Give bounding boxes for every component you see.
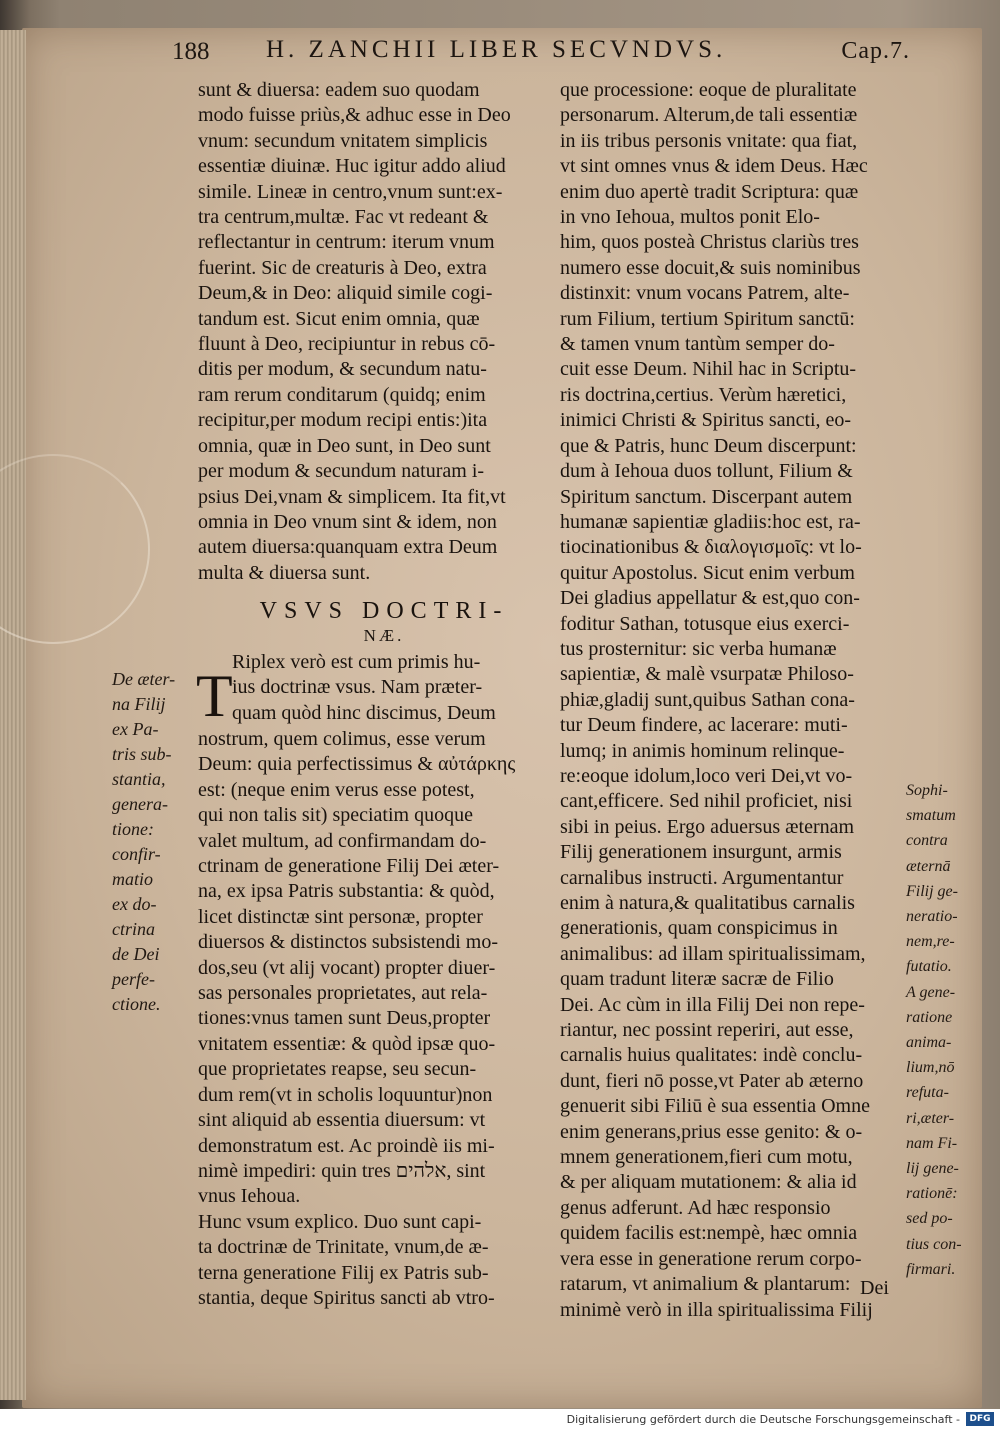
text-line: Dei gladius appellatur & est,quo con- xyxy=(560,587,860,610)
margin-note-line: De æter- xyxy=(112,669,176,689)
text-line: vnitatem essentiæ: & quòd ipsæ quo- xyxy=(198,1032,496,1055)
text-line: stantia, deque Spiritus sancti ab vtro- xyxy=(198,1286,495,1309)
text-line: demonstratum est. Ac proindè iis mi- xyxy=(198,1134,495,1157)
margin-note-line: Filij ge- xyxy=(906,882,958,900)
running-header xyxy=(170,36,910,72)
text-line: quitur Apostolus. Sicut enim verbum xyxy=(560,561,855,584)
text-line: multa & diuersa sunt. xyxy=(198,561,371,584)
text-line: lumq; in animis hominum relinque- xyxy=(560,739,845,762)
text-line: dum à Iehoua duos tollunt, Filium & xyxy=(560,460,853,483)
drop-capital: T xyxy=(196,663,233,729)
text-line: personarum. Alterum,de tali essentiæ xyxy=(560,104,858,127)
text-line: est: (neque enim verus esse potest, xyxy=(198,778,475,801)
text-line: Filij generationem insurgunt, armis xyxy=(560,841,842,864)
text-line: genuerit sibi Filiū è sua essentia Omne xyxy=(560,1095,870,1118)
text-line: nostrum, quem colimus, esse verum xyxy=(198,728,486,750)
text-line: reflectantur in centrum: iterum vnum xyxy=(198,231,495,254)
text-line: Riplex verò est cum primis hu- xyxy=(232,651,481,673)
text-line: & tamen vnum tantùm semper do- xyxy=(560,333,835,356)
page-edges xyxy=(0,30,26,1400)
text-line: animalibus: ad illam spiritualissimam, xyxy=(560,942,866,965)
margin-note-line: æternā xyxy=(906,857,951,875)
text-line: autem diuersa:quanquam extra Deum xyxy=(198,536,498,559)
text-line: sunt & diuersa: eadem suo quodam xyxy=(198,79,480,101)
text-line: licet distinctæ sint personæ, propter xyxy=(198,905,483,928)
text-line: que & Patris, hunc Deum discerpunt: xyxy=(560,434,857,457)
text-line: recipitur,per modum recipi entis:)ita xyxy=(198,409,488,432)
text-line: sapientiæ, & malè vsurpatæ Philoso- xyxy=(560,663,854,686)
section-heading-continued: NÆ. xyxy=(363,626,405,645)
text-line: sint aliquid ab essentia diuersum: vt xyxy=(198,1109,486,1132)
text-line: tus prosternitur: sic verba humanæ xyxy=(560,637,837,660)
margin-note-line: sed po- xyxy=(906,1210,953,1228)
margin-note-line: de Dei xyxy=(112,944,160,964)
text-line: distinxit: vnum vocans Patrem, alte- xyxy=(560,282,850,305)
margin-note-line: refuta- xyxy=(906,1084,949,1102)
text-line: carnalis huius qualitates: indè conclu- xyxy=(560,1044,863,1067)
text-line: sas personales proprietates, aut rela- xyxy=(198,982,488,1005)
text-line: vnum: secundum vnitatem simplicis xyxy=(198,129,488,152)
text-line: Deum,& in Deo: aliquid simile cogi- xyxy=(198,282,493,305)
text-line: him, quos posteà Christus clariùs tres xyxy=(560,231,859,254)
text-line: carnalibus instructi. Argumentantur xyxy=(560,866,844,889)
section-heading: VSVS DOCTRI- xyxy=(259,598,509,624)
text-line: ta doctrinæ de Trinitate, vnum,de æ- xyxy=(198,1236,489,1259)
margin-note-line: confir- xyxy=(112,844,161,864)
text-line: mnem generationem,fieri cum motu, xyxy=(560,1146,853,1169)
text-line: phiæ,gladij sunt,quibus Sathan cona- xyxy=(560,688,855,711)
text-line: minimè verò in illa spiritualissima Filij xyxy=(560,1298,873,1321)
text-line: tra centrum,multæ. Fac vt redeant & xyxy=(198,206,489,229)
margin-note-line: ctrina xyxy=(112,919,155,939)
text-line: simile. Lineæ in centro,vnum sunt:ex- xyxy=(198,180,503,203)
running-title: H. ZANCHII LIBER SECVNDVS. xyxy=(266,36,727,63)
text-line: tandum est. Sicut enim omnia, quæ xyxy=(198,307,480,330)
text-line: ram rerum conditarum (quidq; enim xyxy=(198,383,486,406)
text-line: in iis tribus personis vnitate: qua fiat, xyxy=(560,129,858,152)
text-line: que proprietates reapse, seu secun- xyxy=(198,1058,477,1081)
text-line: enim duo apertè tradit Scriptura: quæ xyxy=(560,180,859,203)
text-line: quidem facilis est:nempè, hæc omnia xyxy=(560,1222,858,1245)
margin-note-line: firmari. xyxy=(906,1260,956,1278)
text-line: inimici Christi & Spiritus sancti, eo- xyxy=(560,409,852,432)
text-line: dos,seu (vt alij vocant) propter diuer- xyxy=(198,956,496,979)
margin-note-line: Sophi- xyxy=(906,782,948,799)
text-line: ratarum, vt animalium & plantarum: xyxy=(560,1273,851,1296)
text-line: essentiæ diuinæ. Huc igitur addo aliud xyxy=(198,155,506,178)
footer-credit: Digitalisierung gefördert durch die Deutsche Forschungsgemeinschaft - xyxy=(566,1413,960,1426)
text-line: foditur Sathan, totusque eius exerci- xyxy=(560,612,850,635)
dfg-logo: DFG xyxy=(966,1412,994,1426)
text-line: diuersos & distinctos subsistendi mo- xyxy=(198,931,498,954)
text-line: Spiritum sanctum. Discerpant autem xyxy=(560,485,853,508)
text-line: fluunt à Deo, recipiuntur in rebus cō- xyxy=(198,333,496,356)
margin-note-line: ri,æter- xyxy=(906,1109,955,1127)
text-line: terna generatione Filij ex Patris sub- xyxy=(198,1261,489,1284)
margin-note-line: ratione xyxy=(906,1008,953,1026)
margin-note-line: ctione. xyxy=(112,994,161,1014)
text-line: ris doctrina,certius. Verùm hæretici, xyxy=(560,383,847,406)
text-line: per modum & secundum naturam i- xyxy=(198,460,485,483)
margin-note-line: nam Fi- xyxy=(906,1134,958,1152)
text-line: genus adferunt. Ad hæc responsio xyxy=(560,1196,831,1219)
margin-note-line: genera- xyxy=(112,794,168,814)
text-line: quam tradunt literæ sacræ de Filio xyxy=(560,968,834,991)
text-line: fuerint. Sic de creaturis à Deo, extra xyxy=(198,256,487,279)
margin-note-line: contra xyxy=(906,832,948,850)
text-line: riantur, nec possint reperiri, aut esse, xyxy=(560,1019,854,1042)
margin-note-line: smatum xyxy=(906,807,956,825)
text-line: dum rem(vt in scholis loquuntur)non xyxy=(198,1083,493,1106)
margin-note-line: anima- xyxy=(906,1034,952,1052)
text-line: sibi in peius. Ergo aduersus æternam xyxy=(560,815,855,838)
text-line: humanæ sapientiæ gladiis:hoc est, ra- xyxy=(560,510,861,533)
text-line: re:eoque idolum,loco veri Dei,vt vo- xyxy=(560,764,853,787)
catchword: Dei xyxy=(860,1277,889,1299)
margin-note-line: lij gene- xyxy=(906,1160,959,1178)
text-line: modo fuisse priùs,& adhuc esse in Deo xyxy=(198,104,511,127)
text-line: in vno Iehoua, multos ponit Elo- xyxy=(560,206,820,229)
left-column-text xyxy=(198,78,540,586)
text-line: cuit esse Deum. Nihil hac in Scriptu- xyxy=(560,358,857,381)
text-line: valet multum, ad confirmandam do- xyxy=(198,829,487,852)
chapter-label: Cap.7. xyxy=(841,38,910,64)
right-column-text xyxy=(560,78,908,1323)
text-line: nimè impediri: quin tres אלהים, sint xyxy=(198,1159,486,1182)
text-line: ctrinam de generatione Filij Dei æter- xyxy=(198,855,500,878)
margin-note-line: futatio. xyxy=(906,958,952,976)
text-line: ius doctrinæ vsus. Nam præter- xyxy=(232,676,483,699)
margin-note-line: neratio- xyxy=(906,908,958,926)
text-line: vera esse in generatione rerum corpo- xyxy=(560,1247,862,1270)
paragraph-body xyxy=(198,727,540,1311)
margin-note-line: rationē: xyxy=(906,1185,958,1203)
margin-note-line: A gene- xyxy=(906,983,956,1001)
text-line: dunt, fieri nō posse,vt Pater ab æterno xyxy=(560,1069,864,1092)
text-line: na, ex ipsa Patris substantia: & quòd, xyxy=(198,880,495,903)
margin-note-line: stantia, xyxy=(112,769,166,789)
text-line: tiones:vnus tamen sunt Deus,propter xyxy=(198,1007,491,1030)
margin-note-line: lium,nō xyxy=(906,1059,955,1077)
margin-note-line: ex do- xyxy=(112,894,157,914)
margin-note-line: tris sub- xyxy=(112,744,172,764)
left-margin-note xyxy=(112,667,196,1017)
text-line: cant,efficere. Sed nihil proficiet, nisi xyxy=(560,790,853,813)
text-line: qui non talis sit) speciatim quoque xyxy=(198,804,473,827)
text-line: numero esse docuit,& suis nominibus xyxy=(560,256,861,279)
right-margin-note xyxy=(906,778,978,1282)
text-line: rum Filium, tertium Spiritum sanctū: xyxy=(560,307,855,330)
margin-note-line: ex Pa- xyxy=(112,719,159,739)
text-line: vt sint omnes vnus & idem Deus. Hæc xyxy=(560,155,868,178)
text-line: vnus Iehoua. xyxy=(198,1185,301,1208)
text-line: generationis, quam conspicimus in xyxy=(560,917,838,940)
margin-note-line: tione: xyxy=(112,819,154,839)
text-line: enim generans,prius esse genito: & o- xyxy=(560,1120,863,1143)
text-line: tiocinationibus & διαλογισμοῖς: vt lo- xyxy=(560,536,862,559)
text-line: omnia in Deo vnum sint & idem, non xyxy=(198,510,497,533)
margin-note-line: perfe- xyxy=(112,969,155,989)
margin-note-line: nem,re- xyxy=(906,933,955,951)
text-line: que processione: eoque de pluralitate xyxy=(560,79,857,101)
text-line: Deum: quia perfectissimus & αὐτάρκης xyxy=(198,753,516,776)
text-line: ditis per modum, & secundum natu- xyxy=(198,358,487,381)
text-line: Dei. Ac cùm in illa Filij Dei non repe- xyxy=(560,993,865,1016)
text-line: & per aliquam mutationem: & alia id xyxy=(560,1171,857,1194)
text-line: omnia, quæ in Deo sunt, in Deo sunt xyxy=(198,434,491,457)
margin-note-line: na Filij xyxy=(112,694,166,714)
margin-note-line: tius con- xyxy=(906,1235,962,1253)
text-line: Hunc vsum explico. Duo sunt capi- xyxy=(198,1210,482,1233)
text-line: enim à natura,& qualitatibus carnalis xyxy=(560,892,855,914)
margin-note-line: matio xyxy=(112,869,154,889)
text-line: psius Dei,vnam & simplicem. Ita fit,vt xyxy=(198,485,506,508)
page-number: 188 xyxy=(172,38,210,65)
paragraph-opening xyxy=(232,650,542,726)
text-line: tur Deum findere, ac lacerare: muti- xyxy=(560,714,848,737)
text-line: quam quòd hinc discimus, Deum xyxy=(232,701,496,724)
